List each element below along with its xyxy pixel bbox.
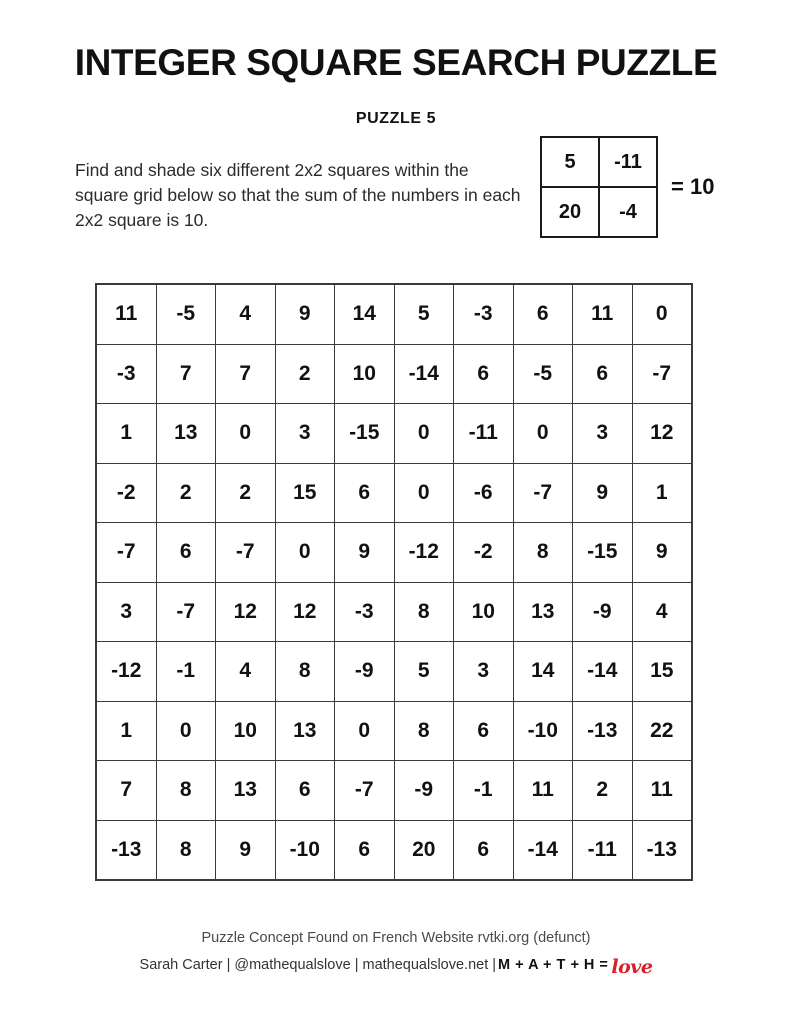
math-equals-love-logo: M + A + T + H = [498,957,609,974]
puzzle-cell[interactable]: -11 [573,820,633,880]
puzzle-cell[interactable]: 10 [454,582,514,642]
example-row [541,187,657,237]
puzzle-cell[interactable]: 14 [513,642,573,702]
example-cell: -11 [599,137,657,187]
puzzle-cell[interactable]: 11 [573,284,633,344]
puzzle-cell[interactable]: 6 [513,284,573,344]
puzzle-cell[interactable]: 0 [513,404,573,464]
puzzle-cell[interactable]: 12 [216,582,276,642]
puzzle-cell[interactable]: 8 [513,523,573,583]
puzzle-cell[interactable]: 3 [275,404,335,464]
puzzle-cell[interactable]: 4 [632,582,692,642]
puzzle-cell[interactable]: 11 [96,284,156,344]
puzzle-cell[interactable]: -11 [454,404,514,464]
puzzle-cell[interactable]: -9 [573,582,633,642]
puzzle-cell[interactable]: 0 [275,523,335,583]
puzzle-cell[interactable]: 9 [275,284,335,344]
puzzle-cell[interactable]: -14 [394,344,454,404]
puzzle-cell[interactable]: -1 [156,642,216,702]
example-equals-label: = 10 [671,174,715,199]
puzzle-cell[interactable]: 11 [513,761,573,821]
puzzle-cell[interactable]: 9 [335,523,395,583]
puzzle-cell[interactable]: 4 [216,642,276,702]
puzzle-cell[interactable]: 0 [632,284,692,344]
puzzle-cell[interactable]: 5 [394,642,454,702]
puzzle-cell[interactable]: 0 [216,404,276,464]
puzzle-cell[interactable]: 0 [394,404,454,464]
footer-attribution-line: Puzzle Concept Found on French Website rvtki.org (defunct) [201,930,591,946]
puzzle-cell[interactable]: 6 [275,761,335,821]
puzzle-grid-row [96,404,692,464]
puzzle-cell[interactable]: -7 [156,582,216,642]
puzzle-grid-container [95,283,693,881]
puzzle-cell[interactable]: -10 [513,701,573,761]
puzzle-cell[interactable]: -3 [96,344,156,404]
puzzle-cell[interactable]: -7 [632,344,692,404]
puzzle-cell[interactable]: 8 [394,582,454,642]
puzzle-cell[interactable]: 2 [573,761,633,821]
puzzle-cell[interactable]: 0 [156,701,216,761]
puzzle-cell[interactable]: -3 [454,284,514,344]
puzzle-grid-row [96,463,692,523]
puzzle-cell[interactable]: -12 [96,642,156,702]
puzzle-number-subtitle: PUZZLE 5 [355,110,437,127]
puzzle-grid-row [96,284,692,344]
puzzle-cell[interactable]: 7 [96,761,156,821]
puzzle-cell[interactable]: -13 [96,820,156,880]
puzzle-cell[interactable]: 8 [275,642,335,702]
puzzle-cell[interactable]: 3 [454,642,514,702]
puzzle-cell[interactable]: 8 [394,701,454,761]
puzzle-cell[interactable]: -7 [335,761,395,821]
puzzle-cell[interactable]: -9 [335,642,395,702]
puzzle-cell[interactable]: 22 [632,701,692,761]
puzzle-grid-row [96,582,692,642]
puzzle-cell[interactable]: -12 [394,523,454,583]
footer-author-credit: Sarah Carter | @mathequalslove | mathequalslove.net | [139,957,497,974]
puzzle-cell[interactable]: 6 [573,344,633,404]
puzzle-cell[interactable]: 13 [513,582,573,642]
puzzle-cell[interactable]: 10 [335,344,395,404]
puzzle-cell[interactable]: 15 [632,642,692,702]
puzzle-cell[interactable]: 2 [216,463,276,523]
puzzle-cell[interactable]: 2 [156,463,216,523]
puzzle-cell[interactable]: 15 [275,463,335,523]
puzzle-cell[interactable]: 0 [394,463,454,523]
puzzle-cell[interactable]: 3 [96,582,156,642]
example-cell: 20 [541,187,599,237]
puzzle-cell[interactable]: -9 [394,761,454,821]
example-block [540,136,714,238]
puzzle-cell[interactable]: 7 [156,344,216,404]
puzzle-grid[interactable] [95,283,693,881]
puzzle-cell[interactable]: 9 [573,463,633,523]
puzzle-cell[interactable]: -13 [632,820,692,880]
puzzle-cell[interactable]: 13 [275,701,335,761]
puzzle-cell[interactable]: -2 [454,523,514,583]
puzzle-cell[interactable]: -5 [156,284,216,344]
puzzle-cell[interactable]: -7 [96,523,156,583]
puzzle-cell[interactable]: 7 [216,344,276,404]
puzzle-cell[interactable]: -13 [573,701,633,761]
puzzle-cell[interactable]: -15 [573,523,633,583]
puzzle-grid-row [96,523,692,583]
puzzle-cell[interactable]: 12 [632,404,692,464]
example-cell: 5 [541,137,599,187]
puzzle-cell[interactable]: -14 [573,642,633,702]
puzzle-cell[interactable]: 4 [216,284,276,344]
puzzle-grid-row [96,344,692,404]
puzzle-cell[interactable]: 11 [632,761,692,821]
puzzle-cell[interactable]: 14 [335,284,395,344]
puzzle-cell[interactable]: -6 [454,463,514,523]
puzzle-cell[interactable]: 8 [156,761,216,821]
footer [0,928,792,980]
puzzle-cell[interactable]: 12 [275,582,335,642]
puzzle-cell[interactable]: 6 [335,820,395,880]
puzzle-cell[interactable]: 8 [156,820,216,880]
puzzle-cell[interactable]: 10 [216,701,276,761]
puzzle-cell[interactable]: -2 [96,463,156,523]
puzzle-cell[interactable]: -5 [513,344,573,404]
puzzle-cell[interactable]: 1 [96,701,156,761]
puzzle-cell[interactable]: 2 [275,344,335,404]
puzzle-cell[interactable]: 6 [454,820,514,880]
puzzle-cell[interactable]: -10 [275,820,335,880]
love-script-word: love [611,956,653,979]
puzzle-cell[interactable]: 6 [335,463,395,523]
puzzle-cell[interactable]: 6 [156,523,216,583]
puzzle-cell[interactable]: 1 [96,404,156,464]
puzzle-cell[interactable]: 20 [394,820,454,880]
puzzle-cell[interactable]: -7 [513,463,573,523]
puzzle-cell[interactable]: 9 [632,523,692,583]
puzzle-cell[interactable]: -1 [454,761,514,821]
puzzle-grid-row [96,642,692,702]
puzzle-cell[interactable]: -7 [216,523,276,583]
puzzle-cell[interactable]: -14 [513,820,573,880]
puzzle-cell[interactable]: -15 [335,404,395,464]
example-cell: -4 [599,187,657,237]
puzzle-grid-row [96,701,692,761]
puzzle-grid-row [96,761,692,821]
puzzle-cell[interactable]: 9 [216,820,276,880]
puzzle-cell[interactable]: 5 [394,284,454,344]
puzzle-cell[interactable]: 6 [454,701,514,761]
puzzle-cell[interactable]: 13 [156,404,216,464]
puzzle-grid-row [96,820,692,880]
puzzle-cell[interactable]: 13 [216,761,276,821]
instructions-text: Find and shade six different 2x2 squares within the square grid below so that the sum of the numbers in each 2x2 square is 10. [75,160,521,230]
example-row [541,137,657,187]
puzzle-cell[interactable]: 0 [335,701,395,761]
puzzle-cell[interactable]: 1 [632,463,692,523]
puzzle-cell[interactable]: 6 [454,344,514,404]
footer-credit-line [0,952,792,980]
example-2x2-grid [540,136,658,238]
page-title: INTEGER SQUARE SEARCH PUZZLE [74,42,718,83]
puzzle-cell[interactable]: 3 [573,404,633,464]
puzzle-cell[interactable]: -3 [335,582,395,642]
